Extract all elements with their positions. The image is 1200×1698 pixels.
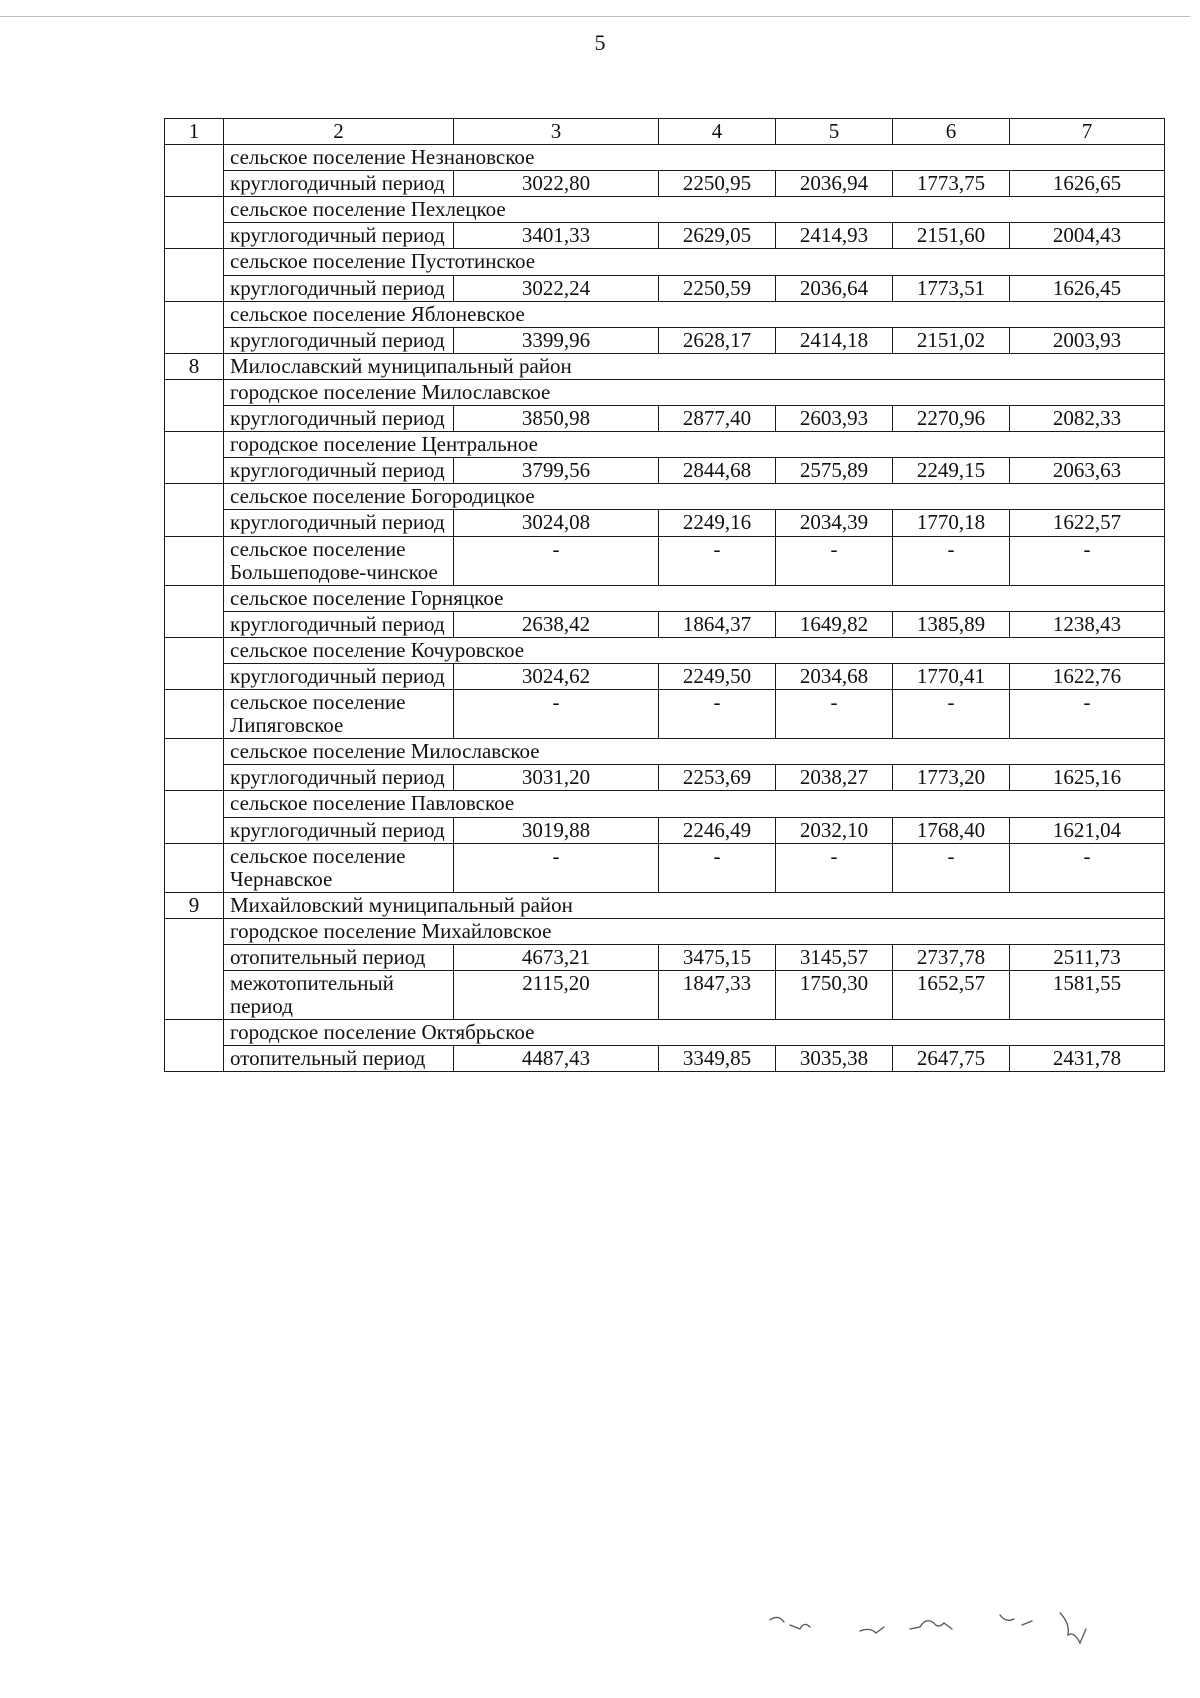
- index-cell: [165, 585, 224, 637]
- settlement-row: [165, 197, 1165, 223]
- value-cell: -: [776, 536, 893, 585]
- period-label: сельское поселение Чернавское: [224, 843, 454, 892]
- value-cell: 2246,49: [659, 817, 776, 843]
- settlement-name: сельское поселение Кочуровское: [224, 637, 1165, 663]
- value-cell: 2638,42: [454, 611, 659, 637]
- table-row: [165, 765, 1165, 791]
- index-cell: [165, 843, 224, 892]
- header-cell: 4: [659, 119, 776, 145]
- value-cell: 2250,59: [659, 275, 776, 301]
- settlement-row: [165, 585, 1165, 611]
- value-cell: 2249,15: [893, 458, 1010, 484]
- value-cell: 2036,94: [776, 171, 893, 197]
- table-row: [165, 945, 1165, 971]
- value-cell: -: [1010, 843, 1165, 892]
- settlement-row: [165, 1020, 1165, 1046]
- index-cell: [165, 791, 224, 843]
- settlement-row: [165, 637, 1165, 663]
- value-cell: 2038,27: [776, 765, 893, 791]
- table-row: [165, 171, 1165, 197]
- index-cell: [165, 249, 224, 301]
- value-cell: 2249,16: [659, 510, 776, 536]
- value-cell: 2032,10: [776, 817, 893, 843]
- header-row: [165, 119, 1165, 145]
- value-cell: 2249,50: [659, 663, 776, 689]
- settlement-row: [165, 301, 1165, 327]
- value-cell: 1773,51: [893, 275, 1010, 301]
- signature-mark: [760, 1595, 1140, 1655]
- index-cell: [165, 536, 224, 585]
- value-cell: 2151,02: [893, 327, 1010, 353]
- value-cell: 2628,17: [659, 327, 776, 353]
- index-cell: [165, 918, 224, 1019]
- value-cell: 1750,30: [776, 971, 893, 1020]
- settlement-name: городское поселение Милославское: [224, 379, 1165, 405]
- index-cell: [165, 145, 224, 197]
- value-cell: 2414,93: [776, 223, 893, 249]
- value-cell: 2082,33: [1010, 406, 1165, 432]
- index-cell: [165, 432, 224, 484]
- value-cell: 1385,89: [893, 611, 1010, 637]
- index-cell: [165, 379, 224, 431]
- value-cell: 1652,57: [893, 971, 1010, 1020]
- settlement-row: [165, 791, 1165, 817]
- table-row: [165, 611, 1165, 637]
- value-cell: 4673,21: [454, 945, 659, 971]
- settlement-name: сельское поселение Богородицкое: [224, 484, 1165, 510]
- value-cell: 1238,43: [1010, 611, 1165, 637]
- period-label: круглогодичный период: [224, 510, 454, 536]
- value-cell: 3019,88: [454, 817, 659, 843]
- value-cell: 2003,93: [1010, 327, 1165, 353]
- header-cell: 6: [893, 119, 1010, 145]
- period-label: круглогодичный период: [224, 327, 454, 353]
- value-cell: 3031,20: [454, 765, 659, 791]
- value-cell: 2036,64: [776, 275, 893, 301]
- settlement-name: сельское поселение Горняцкое: [224, 585, 1165, 611]
- table-row: [165, 843, 1165, 892]
- value-cell: -: [776, 843, 893, 892]
- table-row: [165, 536, 1165, 585]
- value-cell: 2629,05: [659, 223, 776, 249]
- value-cell: 1622,76: [1010, 663, 1165, 689]
- settlement-name: городское поселение Михайловское: [224, 918, 1165, 944]
- settlement-row: [165, 145, 1165, 171]
- settlement-name: сельское поселение Незнановское: [224, 145, 1165, 171]
- value-cell: 3399,96: [454, 327, 659, 353]
- table-row: [165, 971, 1165, 1020]
- value-cell: 1847,33: [659, 971, 776, 1020]
- district-title: Михайловский муниципальный район: [224, 892, 1165, 918]
- period-label: круглогодичный период: [224, 663, 454, 689]
- value-cell: 2004,43: [1010, 223, 1165, 249]
- period-label: круглогодичный период: [224, 458, 454, 484]
- period-label: отопительный период: [224, 945, 454, 971]
- value-cell: 2431,78: [1010, 1046, 1165, 1072]
- index-cell: [165, 197, 224, 249]
- value-cell: 2647,75: [893, 1046, 1010, 1072]
- value-cell: 1626,65: [1010, 171, 1165, 197]
- value-cell: 1626,45: [1010, 275, 1165, 301]
- settlement-row: [165, 432, 1165, 458]
- settlement-row: [165, 379, 1165, 405]
- table-row: [165, 458, 1165, 484]
- value-cell: 1622,57: [1010, 510, 1165, 536]
- header-cell: 3: [454, 119, 659, 145]
- period-label: круглогодичный период: [224, 223, 454, 249]
- value-cell: 3401,33: [454, 223, 659, 249]
- value-cell: 2414,18: [776, 327, 893, 353]
- row-number: 8: [165, 353, 224, 379]
- header-cell: 1: [165, 119, 224, 145]
- value-cell: 2034,39: [776, 510, 893, 536]
- value-cell: 1770,41: [893, 663, 1010, 689]
- settlement-row: [165, 918, 1165, 944]
- table-row: [165, 817, 1165, 843]
- settlement-name: сельское поселение Пехлецкое: [224, 197, 1165, 223]
- value-cell: 3022,80: [454, 171, 659, 197]
- value-cell: 1625,16: [1010, 765, 1165, 791]
- value-cell: 2034,68: [776, 663, 893, 689]
- period-label: отопительный период: [224, 1046, 454, 1072]
- value-cell: 2270,96: [893, 406, 1010, 432]
- index-cell: [165, 637, 224, 689]
- index-cell: [165, 301, 224, 353]
- table-row: [165, 510, 1165, 536]
- row-number: 9: [165, 892, 224, 918]
- value-cell: 1864,37: [659, 611, 776, 637]
- table-row: [165, 275, 1165, 301]
- value-cell: 1770,18: [893, 510, 1010, 536]
- period-label: межотопительный период: [224, 971, 454, 1020]
- value-cell: -: [454, 536, 659, 585]
- value-cell: -: [659, 843, 776, 892]
- index-cell: [165, 690, 224, 739]
- value-cell: -: [659, 536, 776, 585]
- period-label: сельское поселение Большеподове-чинское: [224, 536, 454, 585]
- value-cell: 2603,93: [776, 406, 893, 432]
- value-cell: 3024,08: [454, 510, 659, 536]
- period-label: круглогодичный период: [224, 817, 454, 843]
- period-label: круглогодичный период: [224, 611, 454, 637]
- period-label: сельское поселение Липяговское: [224, 690, 454, 739]
- index-cell: [165, 1020, 224, 1072]
- value-cell: 1621,04: [1010, 817, 1165, 843]
- value-cell: 3799,56: [454, 458, 659, 484]
- value-cell: 4487,43: [454, 1046, 659, 1072]
- table-row: [165, 406, 1165, 432]
- value-cell: -: [454, 843, 659, 892]
- settlement-name: сельское поселение Яблоневское: [224, 301, 1165, 327]
- value-cell: 2115,20: [454, 971, 659, 1020]
- period-label: круглогодичный период: [224, 765, 454, 791]
- settlement-name: сельское поселение Павловское: [224, 791, 1165, 817]
- value-cell: 2844,68: [659, 458, 776, 484]
- table-row: [165, 327, 1165, 353]
- value-cell: 3022,24: [454, 275, 659, 301]
- value-cell: 2511,73: [1010, 945, 1165, 971]
- value-cell: -: [893, 536, 1010, 585]
- settlement-row: [165, 249, 1165, 275]
- value-cell: -: [776, 690, 893, 739]
- value-cell: -: [659, 690, 776, 739]
- value-cell: -: [893, 843, 1010, 892]
- value-cell: 1773,20: [893, 765, 1010, 791]
- value-cell: 3035,38: [776, 1046, 893, 1072]
- table-row: [165, 1046, 1165, 1072]
- page-number: 5: [594, 30, 606, 55]
- period-label: круглогодичный период: [224, 275, 454, 301]
- settlement-name: сельское поселение Милославское: [224, 739, 1165, 765]
- value-cell: 3024,62: [454, 663, 659, 689]
- table-row: [165, 663, 1165, 689]
- index-cell: [165, 739, 224, 791]
- settlement-name: городское поселение Октябрьское: [224, 1020, 1165, 1046]
- value-cell: 1649,82: [776, 611, 893, 637]
- settlement-row: [165, 484, 1165, 510]
- value-cell: 2253,69: [659, 765, 776, 791]
- district-row: [165, 353, 1165, 379]
- district-title: Милославский муниципальный район: [224, 353, 1165, 379]
- period-label: круглогодичный период: [224, 171, 454, 197]
- district-row: [165, 892, 1165, 918]
- header-cell: 7: [1010, 119, 1165, 145]
- settlement-row: [165, 739, 1165, 765]
- value-cell: -: [1010, 690, 1165, 739]
- value-cell: 2250,95: [659, 171, 776, 197]
- table-body: [165, 119, 1165, 1072]
- header-cell: 2: [224, 119, 454, 145]
- value-cell: 3145,57: [776, 945, 893, 971]
- value-cell: -: [454, 690, 659, 739]
- settlement-name: городское поселение Центральное: [224, 432, 1165, 458]
- value-cell: 2877,40: [659, 406, 776, 432]
- value-cell: 3850,98: [454, 406, 659, 432]
- settlement-name: сельское поселение Пустотинское: [224, 249, 1165, 275]
- table-row: [165, 690, 1165, 739]
- tariff-table: [164, 118, 1165, 1072]
- value-cell: 2063,63: [1010, 458, 1165, 484]
- header-cell: 5: [776, 119, 893, 145]
- value-cell: 2575,89: [776, 458, 893, 484]
- table-row: [165, 223, 1165, 249]
- top-rule: [0, 16, 1190, 17]
- value-cell: 1773,75: [893, 171, 1010, 197]
- value-cell: 1581,55: [1010, 971, 1165, 1020]
- value-cell: 3349,85: [659, 1046, 776, 1072]
- value-cell: 3475,15: [659, 945, 776, 971]
- value-cell: -: [1010, 536, 1165, 585]
- value-cell: 1768,40: [893, 817, 1010, 843]
- value-cell: 2737,78: [893, 945, 1010, 971]
- index-cell: [165, 484, 224, 536]
- value-cell: -: [893, 690, 1010, 739]
- period-label: круглогодичный период: [224, 406, 454, 432]
- value-cell: 2151,60: [893, 223, 1010, 249]
